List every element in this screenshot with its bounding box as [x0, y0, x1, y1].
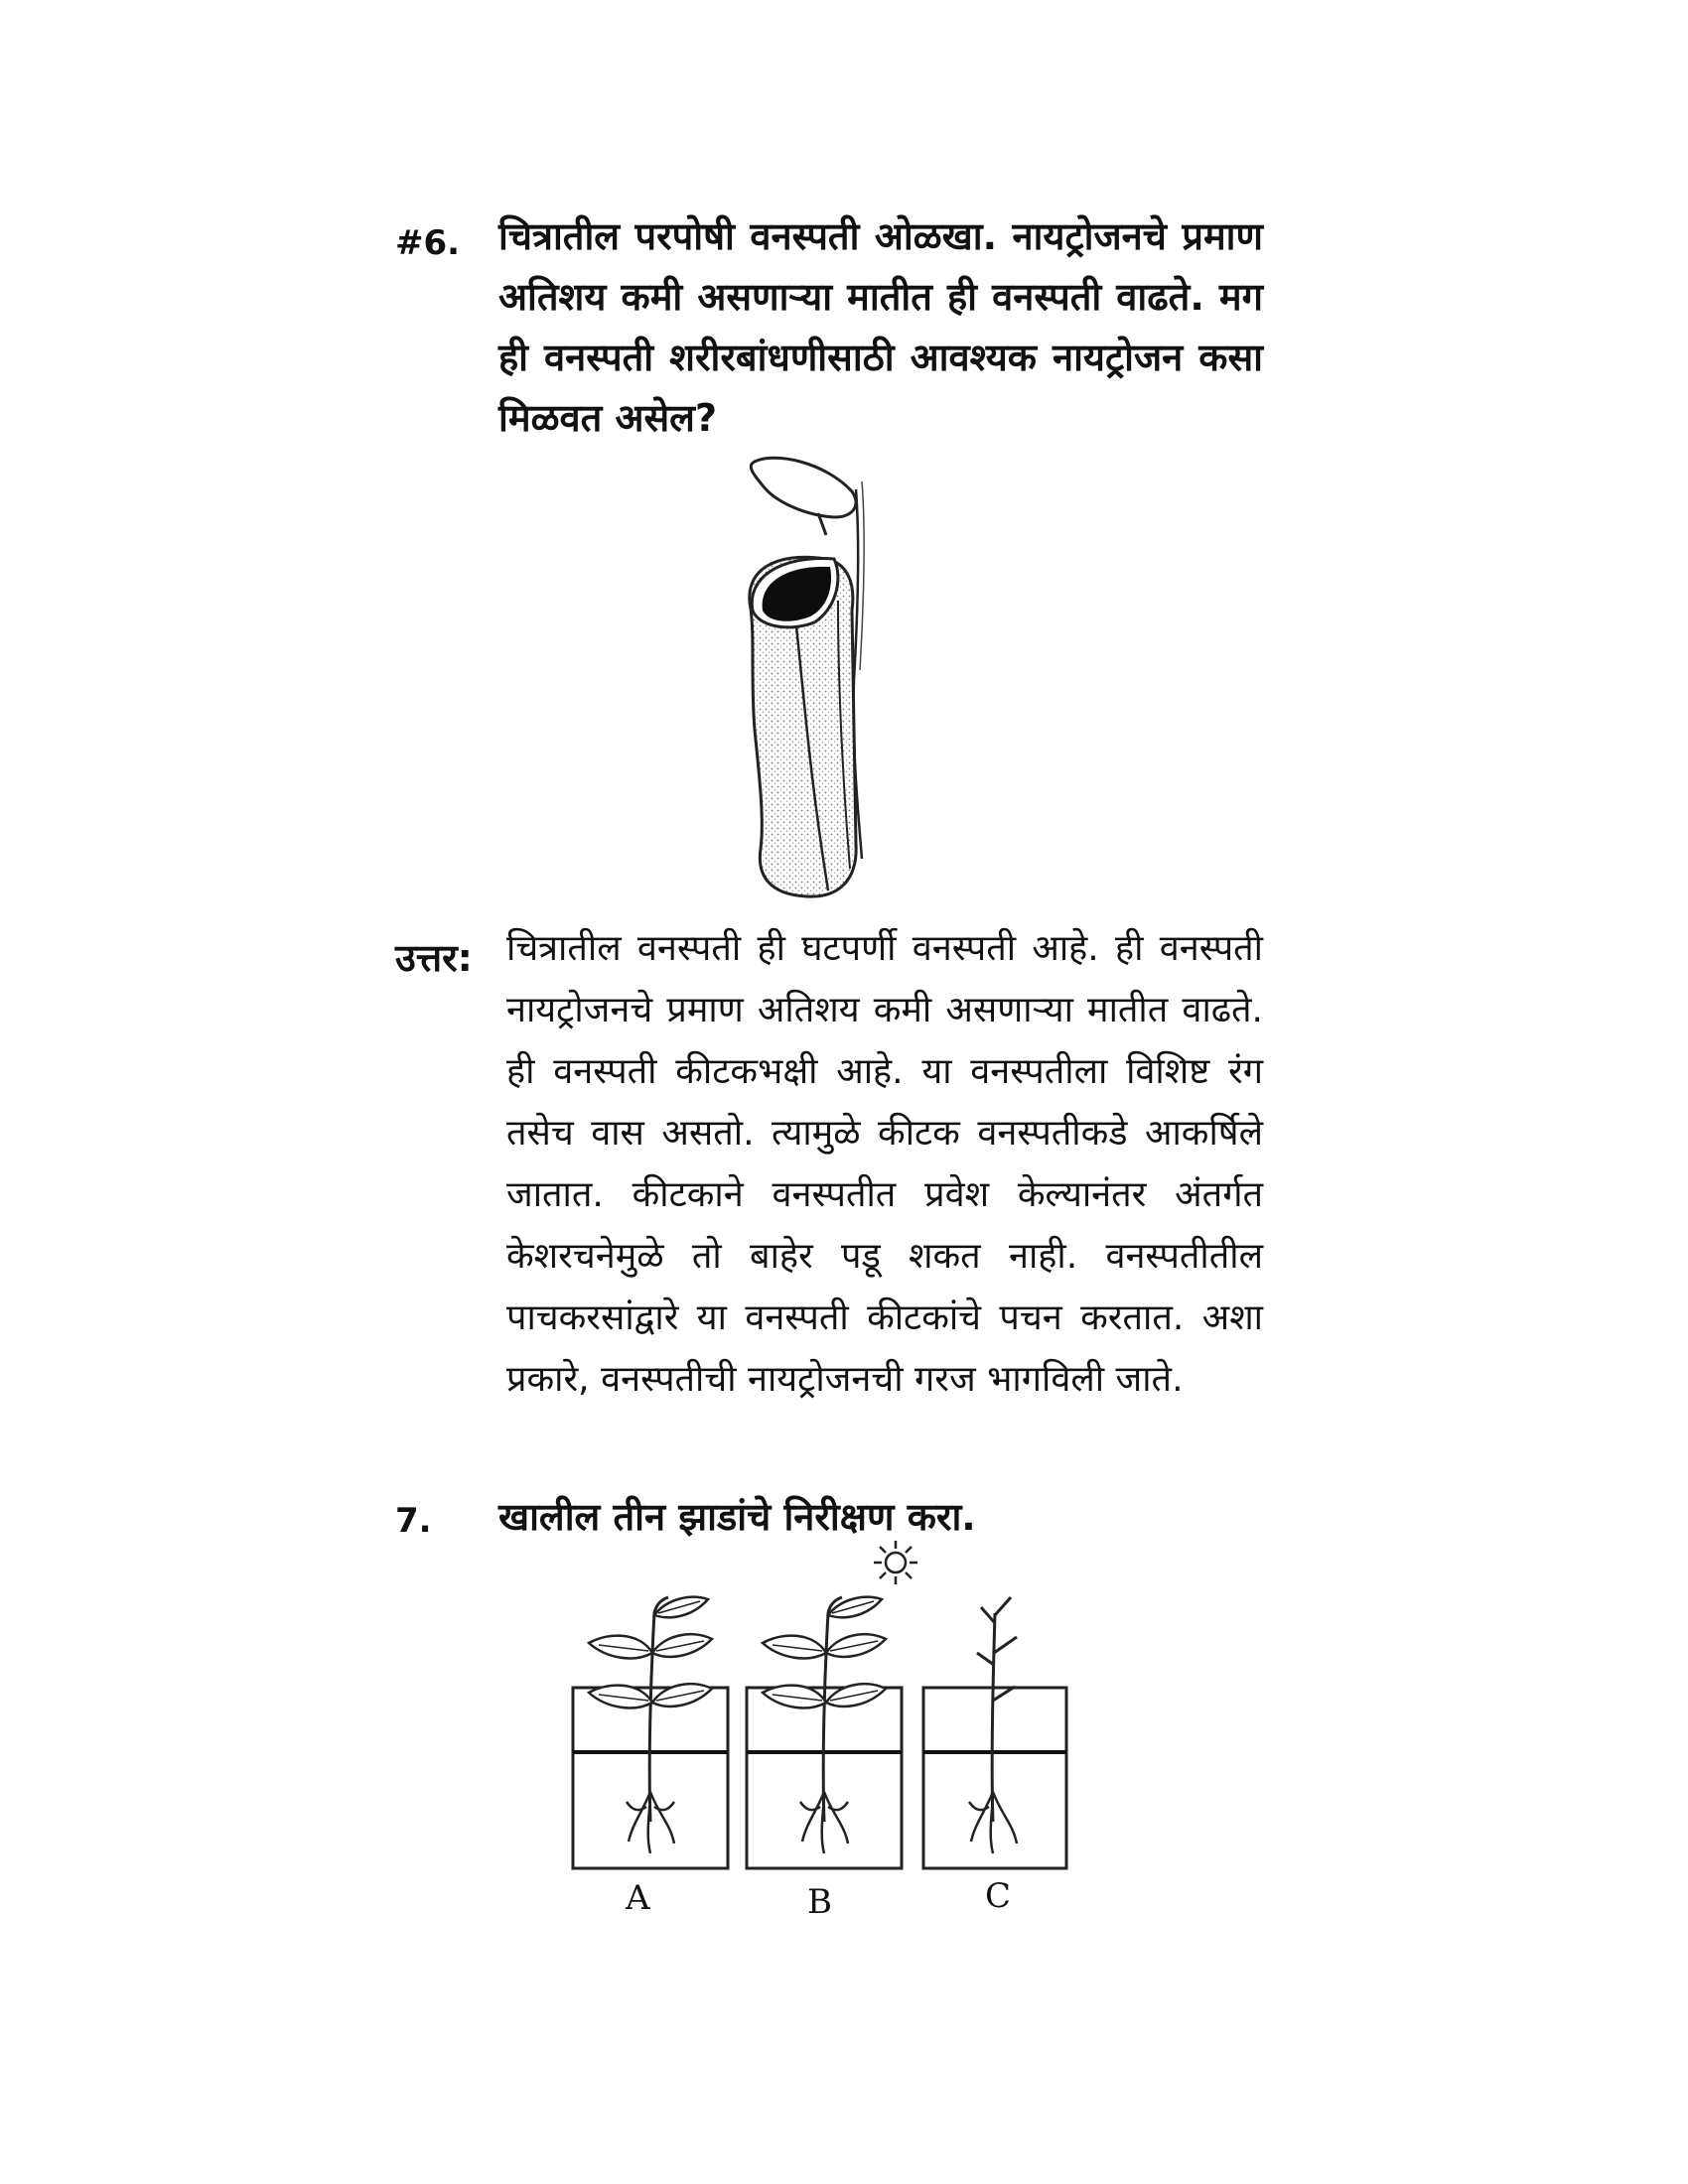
sun-icon	[872, 1539, 919, 1586]
pitcher-plant-illustration	[735, 452, 914, 908]
pitcher-lid	[751, 458, 856, 517]
figure-label-a: A	[626, 1878, 650, 1918]
answer-label: उत्तर:	[395, 936, 473, 980]
plant-b-illustration	[745, 1593, 904, 1871]
figure-label-b: B	[807, 1882, 832, 1922]
figure-label-c: C	[985, 1876, 1012, 1916]
question-7-text: खालील तीन झाडांचे निरीक्षण करा.	[498, 1495, 976, 1539]
plant-a-illustration	[571, 1593, 730, 1871]
question-6-number: #6.	[395, 223, 461, 263]
question-7-number: 7.	[395, 1501, 432, 1541]
answer-text: चित्रातील वनस्पती ही घटपर्णी वनस्पती आहे. ही वनस्पती नायट्रोजनचे प्रमाण अतिशय कमी असणाऱ्या मातीत वाढते. ही वनस्पती कीटकभक्षी आहे. या वनस्पतीला विशिष्ट रंग तसेच वास असतो. त्यामुळे कीटक वनस्पतीकडे आकर्षिले जातात. कीटकाने वनस्पतीत प्रवेश केल्यानंतर अंतर्गत केशरचनेमुळे तो बाहेर पडू शकत नाही. वनस्पतीतील पाचकरसांद्वारे या वनस्पती कीटकांचे पचन करतात. अशा प्रकारे, वनस्पतीची नायट्रोजनची गरज भागविली जाते.	[506, 928, 1263, 1400]
question-6-text: चित्रातील परपोषी वनस्पती ओळखा. नायट्रोजनचे प्रमाण अतिशय कमी असणाऱ्या मातीत ही वनस्पती वाढते. मग ही वनस्पती शरीरबांधणीसाठी आवश्यक नायट्रोजन कसा मिळवत असेल?	[498, 214, 1263, 440]
plant-c-illustration	[921, 1593, 1070, 1871]
